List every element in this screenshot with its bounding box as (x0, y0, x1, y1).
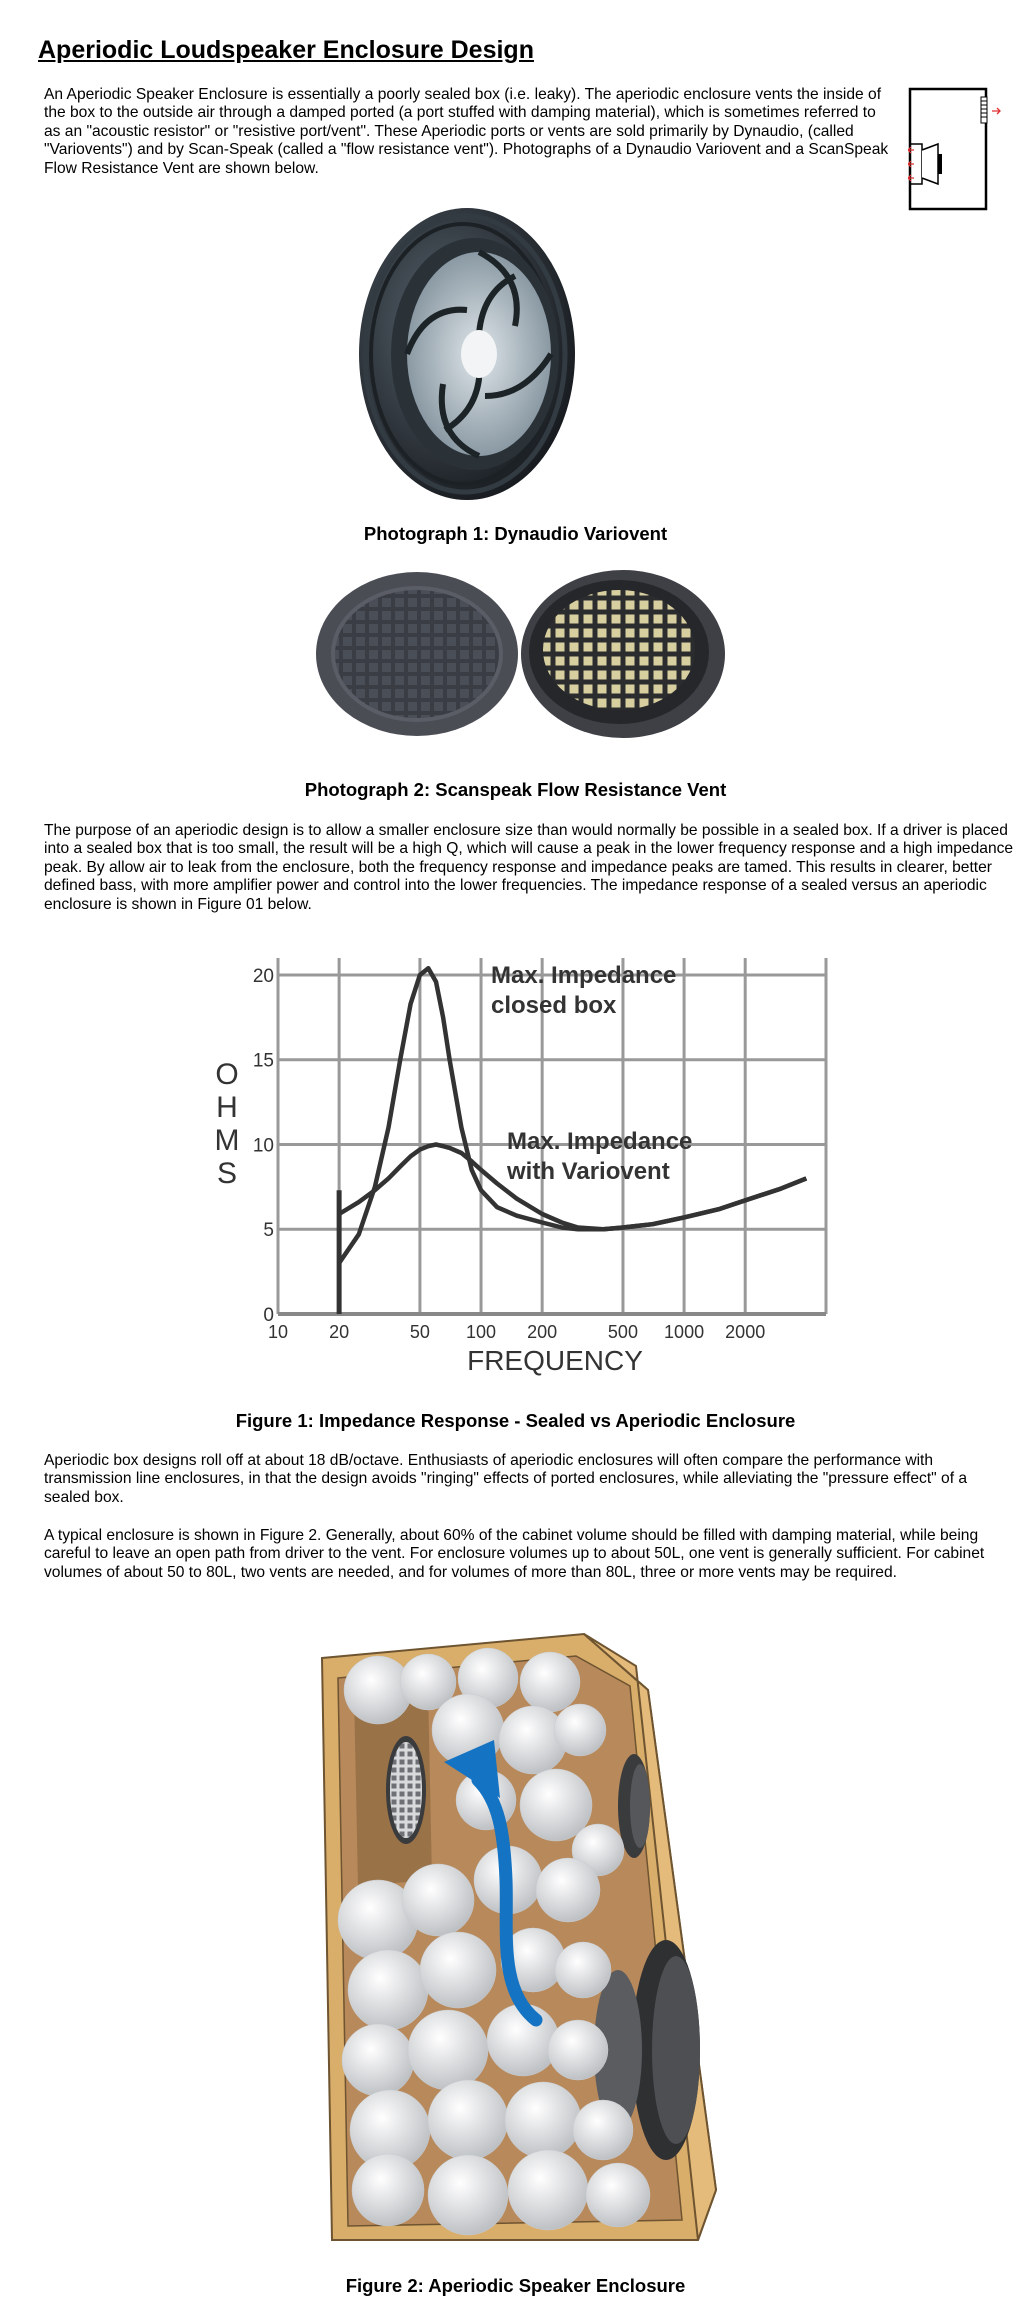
y-tick-label-3: 15 (252, 1050, 274, 1072)
y-label-letter-0: O (215, 1058, 239, 1091)
scanspeak-vents-photo (315, 570, 725, 738)
aperiodic-box-diagram (908, 86, 1004, 214)
annotation-variovent-line2: with Variovent (507, 1158, 670, 1185)
x-tick-label-4: 200 (527, 1322, 558, 1342)
x-tick-label-1: 20 (329, 1322, 350, 1342)
x-tick-label-5: 500 (607, 1322, 638, 1342)
y-tick-label-1: 5 (263, 1220, 274, 1242)
y-tick-label-0: 0 (263, 1305, 274, 1326)
x-tick-label-3: 100 (466, 1322, 497, 1342)
y-tick-label-2: 10 (252, 1135, 274, 1157)
y-label-letter-1: H (216, 1091, 238, 1124)
x-tick-label-0: 10 (267, 1322, 289, 1342)
photo1-caption: Photograph 1: Dynaudio Variovent (363, 523, 668, 544)
variovent-photo (355, 206, 585, 502)
x-axis-label: FREQUENCY (467, 1345, 643, 1376)
impedance-chart (200, 950, 840, 1380)
x-tick-label-2: 50 (409, 1322, 430, 1342)
y-label-letter-3: S (216, 1157, 238, 1190)
annotation-closed-box-line1: Max. Impedance (491, 962, 677, 989)
x-tick-label-7: 2000 (725, 1322, 766, 1342)
enclosure-illustration (318, 1630, 718, 2250)
annotation-variovent-line1: Max. Impedance (507, 1128, 693, 1155)
y-tick-label-4: 20 (252, 965, 274, 987)
annotation-closed-box-line2: closed box (491, 992, 617, 1019)
figure2-caption: Figure 2: Aperiodic Speaker Enclosure (345, 2275, 686, 2296)
rolloff-paragraph: Aperiodic box designs roll off at about 18 dB/octave. Enthusiasts of aperiodic enclosures will often compare the performance with transmission line enclosures, in that the design avoids "ringing" effects of ported enclosures, while alleviating the "pressure effect" of a sealed box. (44, 1452, 968, 1506)
x-tick-label-6: 1000 (664, 1322, 705, 1342)
y-axis-label (215, 1058, 240, 1190)
y-label-letter-2: M (214, 1124, 240, 1157)
page-title: Aperiodic Loudspeaker Enclosure Design (38, 36, 534, 64)
photo2-caption: Photograph 2: Scanspeak Flow Resistance Vent (304, 779, 727, 800)
purpose-paragraph: The purpose of an aperiodic design is to allow a smaller enclosure size than would normally be possible in a sealed box. If a driver is placed into a sealed box that is too small, the result will be a high Q, which will cause a peak in the lower frequency response and a high impedance peak. By allow air to leak from the enclosure, both the frequency response and impedance peaks are tamed. This results in clearer, better defined bass, with more amplifier power and control into the lower frequencies. The impedance response of a sealed versus an aperiodic enclosure is shown in Figure 01 below. (44, 822, 1014, 913)
intro-paragraph: An Aperiodic Speaker Enclosure is essentially a poorly sealed box (i.e. leaky). The aperiodic enclosure vents the inside of the box to the outside air through a damped ported (a port stuffed with damping material), which is sometimes referred to as an "acoustic resistor" or "resistive port/vent". These Aperiodic ports or vents are sold primarily by Dynaudio, (called "Variovents") and by Scan-Speak (called a "flow resistance vent"). Photographs of a Dynaudio Variovent and a ScanSpeak Flow Resistance Vent are shown below. (44, 86, 889, 177)
figure1-caption: Figure 1: Impedance Response - Sealed vs Aperiodic Enclosure (235, 1410, 796, 1431)
typical-paragraph: A typical enclosure is shown in Figure 2. Generally, about 60% of the cabinet volume should be filled with damping material, while being careful to leave an open path from driver to the vent. For enclosure volumes up to about 50L, one vent is generally sufficient. For cabinet volumes of about 50 to 80L, two vents are needed, and for volumes of more than 80L, three or more vents may be required. (44, 1527, 985, 1581)
